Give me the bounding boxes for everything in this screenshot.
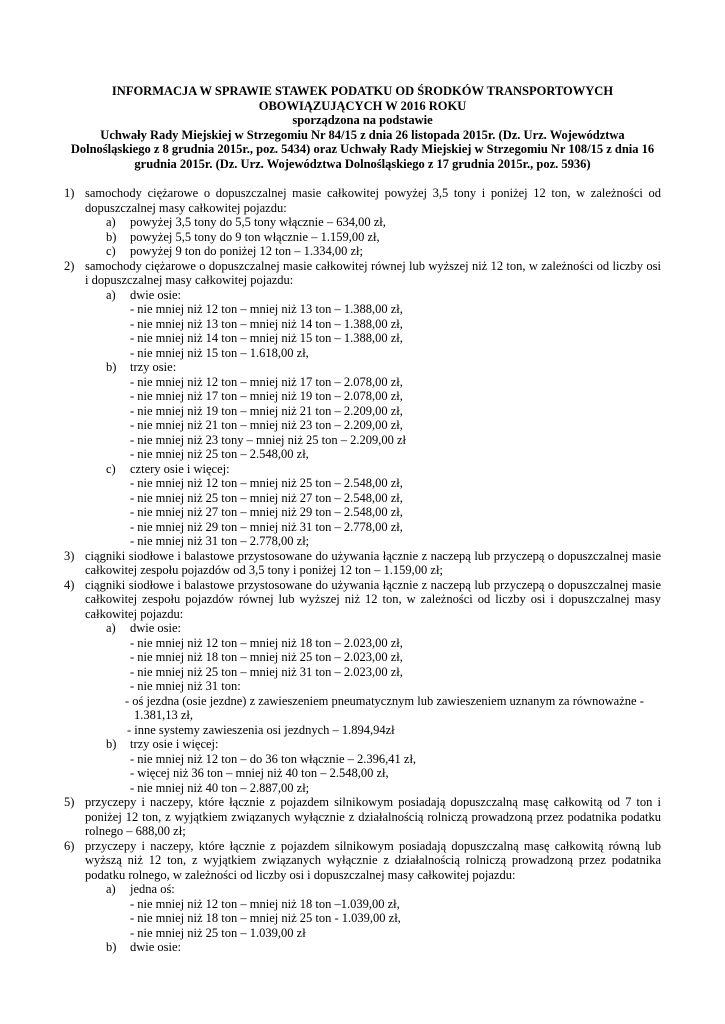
item-number: 4) (64, 577, 75, 592)
items-list (64, 186, 661, 955)
title-line-basis: sporządzona na podstawie (292, 113, 433, 127)
sub-item-text: trzy osie: (130, 360, 177, 374)
rate-line: - nie mniej niż 13 ton – mniej niż 14 ton – 1.388,00 zł, (130, 316, 403, 331)
rate-line: - nie mniej niż 31 ton: (130, 679, 241, 693)
rate-line: - nie mniej niż 12 ton – mniej niż 25 ton – 2.548,00 zł, (130, 476, 403, 490)
sub-item-text: dwie osie: (130, 287, 182, 302)
sub-item-label: b) (106, 737, 117, 751)
sub-item-label: c) (106, 461, 116, 476)
rate-line: - więcej niż 36 ton – mniej niż 40 ton – 2.548,00 zł, (130, 766, 389, 780)
sub-item (85, 737, 661, 795)
rate-line: - nie mniej niż 25 ton – mniej niż 27 ton – 2.548,00 zł, (130, 490, 403, 505)
sub-item (85, 360, 661, 462)
sub-item-label: a) (106, 621, 116, 635)
rate-line: - nie mniej niż 12 ton – mniej niż 17 ton – 2.078,00 zł, (130, 374, 403, 389)
rate-line: - nie mniej niż 25 ton – 1.039,00 zł (130, 925, 306, 940)
document-title (64, 84, 661, 171)
rate-line: - nie mniej niż 12 ton – mniej niż 13 ton – 1.388,00 zł, (130, 302, 403, 316)
rate-line: - nie mniej niż 27 ton – mniej niż 29 ton – 2.548,00 zł, (130, 505, 403, 519)
rate-line: - nie mniej niż 18 ton – mniej niż 25 ton – 2.023,00 zł, (130, 650, 403, 664)
item-number: 6) (64, 838, 75, 853)
item-text: ciągniki siodłowe i balastowe przystosowane do używania łącznie z naczepą lub przyczepą o dopuszczalnej masie całkowitej zespołu pojazdów równej lub wyższej niż 12 ton, w zależności od liczby osi i dopuszczalnej masy całkowitej pojazdu: (85, 577, 661, 621)
sub-item (85, 621, 661, 737)
sub-item-label: c) (106, 244, 116, 258)
rate-line: - nie mniej niż 18 ton – mniej niż 25 ton - 1.039,00 zł, (130, 911, 401, 925)
title-line-main: INFORMACJA W SPRAWIE STAWEK PODATKU OD ŚRODKÓW TRANSPORTOWYCH OBOWIĄZUJĄCYCH W 2016 ROKU (111, 84, 614, 113)
rate-line: - nie mniej niż 12 ton – mniej niż 18 ton –1.039,00 zł, (130, 896, 400, 911)
sub-item-label: b) (106, 229, 117, 244)
title-line-resolutions: Uchwały Rady Miejskiej w Strzegomiu Nr 84/15 z dnia 26 listopada 2015r. (Dz. Urz. Województwa Dolnośląskiego z 8 grudnia 2015r., poz. 5434) oraz Uchwały Rady Miejskiej w Strzegomiu Nr 108/15 z dnia 16 grudnia 2015r. (Dz. Urz. Województwa Dolnośląskiego z 17 grudnia 2015r., poz. 5936) (70, 127, 655, 171)
rate-line: - nie mniej niż 25 ton – mniej niż 31 ton – 2.023,00 zł, (130, 664, 403, 679)
list-item (64, 839, 661, 955)
rate-line: - nie mniej niż 12 ton – mniej niż 18 ton – 2.023,00 zł, (130, 635, 403, 650)
sub-item-text: powyżej 9 ton do poniżej 12 ton – 1.334,00 zł; (130, 244, 363, 258)
sub-item-text: powyżej 3,5 tony do 5,5 tony włącznie – 634,00 zł, (130, 215, 386, 229)
sub-item-label: a) (106, 215, 116, 229)
sub-item (85, 940, 661, 955)
list-item (64, 795, 661, 839)
rate-line: - nie mniej niż 25 ton – 2.548,00 zł, (130, 447, 309, 461)
sub-item-label: b) (106, 360, 117, 374)
rate-line: - nie mniej niż 23 tony – mniej niż 25 ton – 2.209,00 zł (130, 432, 407, 447)
item-text: przyczepy i naczepy, które łącznie z pojazdem silnikowym posiadają dopuszczalną masę całkowitą równą lub wyższą niż 12 ton, z wyjątkiem związanych wyłącznie z działalnością rolniczą prowadzoną przez podatnika podatku rolnego, w zależności od liczby osi i dopuszczalnej masy całkowitej pojazdu: (85, 838, 661, 882)
sub-item-text: dwie osie: (130, 940, 182, 954)
sub-item (85, 882, 661, 940)
rate-line: - nie mniej niż 12 ton – do 36 ton włącznie – 2.396,41 zł, (130, 751, 417, 766)
list-item (64, 549, 661, 578)
rate-line: - inne systemy zawieszenia osi jezdnych – 1.894,94zł (127, 722, 395, 737)
sub-item (85, 462, 661, 549)
list-item (64, 186, 661, 259)
rate-line: - oś jezdna (osie jezdne) z zawieszeniem pneumatycznym lub zawieszeniem uznanym za równoważne - 1.381,13 zł, (125, 693, 644, 722)
sub-item (85, 244, 661, 259)
rate-line: - nie mniej niż 14 ton – mniej niż 15 ton – 1.388,00 zł, (130, 331, 403, 345)
sub-item (85, 288, 661, 361)
sub-item-text: dwie osie: (130, 621, 182, 635)
sub-item-text: trzy osie i więcej: (130, 737, 219, 751)
rate-line: - nie mniej niż 15 ton – 1.618,00 zł, (130, 345, 309, 360)
item-text: samochody ciężarowe o dopuszczalnej masie całkowitej równej lub wyższej niż 12 ton, w zależności od liczby osi i dopuszczalnej masy całkowitej pojazdu: (85, 258, 661, 287)
sub-item-label: b) (106, 940, 117, 954)
item-number: 5) (64, 795, 75, 809)
list-item (64, 259, 661, 549)
rate-line: - nie mniej niż 40 ton – 2.887,00 zł; (130, 780, 310, 795)
rate-line: - nie mniej niż 31 ton – 2.778,00 zł; (130, 534, 310, 548)
sub-item-text: jedna oś: (130, 882, 175, 896)
sub-item-label: a) (106, 882, 116, 896)
rate-line: - nie mniej niż 17 ton – mniej niż 19 ton – 2.078,00 zł, (130, 389, 403, 403)
item-number: 1) (64, 186, 75, 200)
sub-item-label: a) (106, 287, 116, 302)
item-text: przyczepy i naczepy, które łącznie z pojazdem silnikowym posiadają dopuszczalną masę całkowitą od 7 ton i poniżej 12 ton, z wyjątkiem związanych wyłącznie z działalnością rolniczą prowadzoną przez podatnika podatku rolnego – 688,00 zł; (85, 795, 661, 838)
sub-item-text: powyżej 5,5 tony do 9 ton włącznie – 1.159,00 zł, (130, 229, 380, 244)
item-text: samochody ciężarowe o dopuszczalnej masie całkowitej powyżej 3,5 tony i poniżej 12 ton, w zależności od dopuszczalnej masy całkowitej pojazdu: (85, 186, 661, 215)
sub-item (85, 215, 661, 230)
item-number: 3) (64, 548, 75, 563)
list-item (64, 578, 661, 796)
rate-line: - nie mniej niż 29 ton – mniej niż 31 ton – 2.778,00 zł, (130, 519, 403, 534)
item-text: ciągniki siodłowe i balastowe przystosowane do używania łącznie z naczepą lub przyczepą o dopuszczalnej masie całkowitej zespołu pojazdów od 3,5 tony i poniżej 12 ton – 1.159,00 zł; (85, 548, 661, 577)
rate-line: - nie mniej niż 21 ton – mniej niż 23 ton – 2.209,00 zł, (130, 418, 403, 432)
sub-item (85, 230, 661, 245)
rate-line: - nie mniej niż 19 ton – mniej niż 21 ton – 2.209,00 zł, (130, 403, 403, 418)
item-number: 2) (64, 258, 75, 273)
sub-item-text: cztery osie i więcej: (130, 461, 230, 476)
